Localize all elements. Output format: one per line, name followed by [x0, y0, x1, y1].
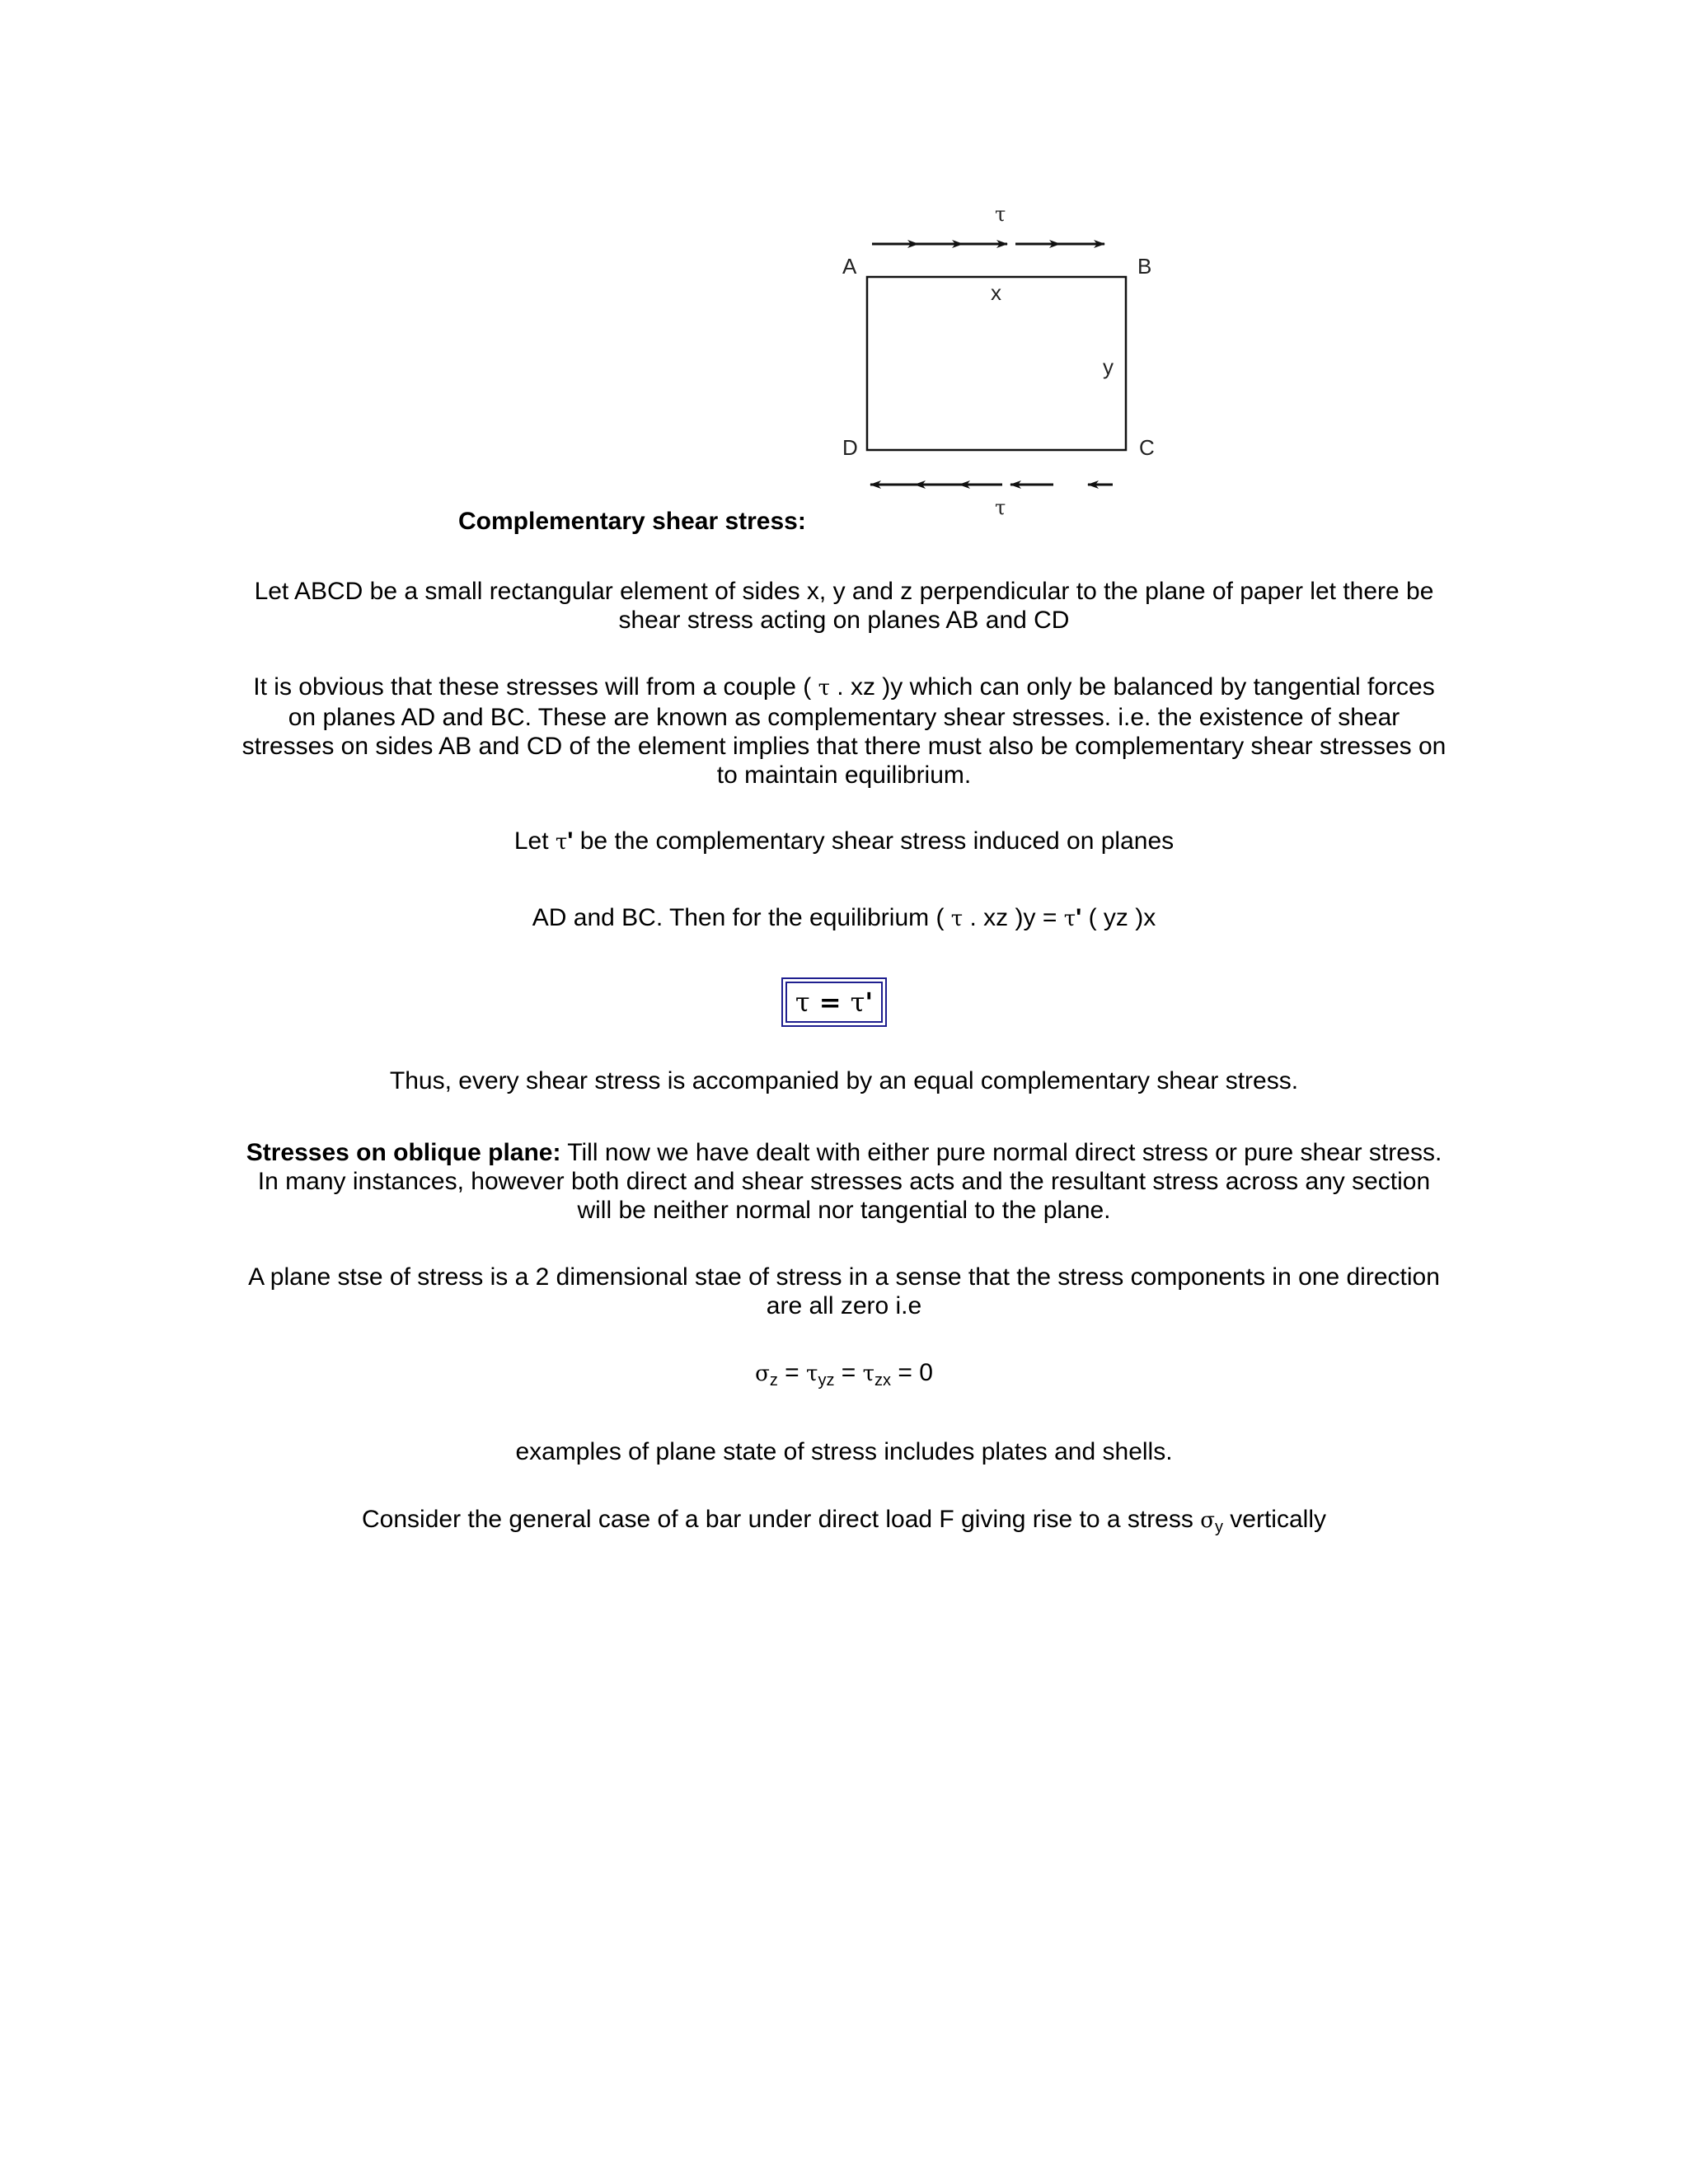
corner-label-a: A — [842, 254, 857, 279]
oblique-plane-text: Till now we have dealt with either pure normal direct stress or pure shear stress. In many instances, however both direct and shear stresses acts and the resultant stress across any section will be neither normal nor tangential to the plane. — [257, 1139, 1442, 1224]
eq-sign-3: = 0 — [891, 1359, 933, 1386]
tau-symbol: τ — [806, 1361, 818, 1386]
subscript-z: z — [769, 1371, 778, 1390]
corner-label-b: B — [1137, 254, 1152, 279]
equation-rhs: τ — [850, 987, 865, 1018]
oblique-plane-heading: Stresses on oblique plane: — [246, 1139, 561, 1166]
equation-equals: = — [809, 987, 851, 1018]
paragraph-tau-prime-definition — [239, 827, 1449, 857]
sigma-symbol: σ — [1200, 1508, 1215, 1533]
paragraph-bar-direct-load — [239, 1505, 1449, 1535]
p2-text-after: . xz )y which can only be balanced by tangential forces on planes AD and BC. These are known as complementary shear stresses. i.e. the existence of shear stresses on sides AB and CD of the element implies that there must also be complementary shear stresses on to maintain equilibrium. — [241, 673, 1447, 789]
paragraph-oblique-plane — [239, 1138, 1449, 1225]
shear-element-diagram — [832, 198, 1179, 527]
paragraph-plane-stress: A plane stse of stress is a 2 dimensional stae of stress in a sense that the stress components in one direction are all zero i.e — [248, 1263, 1440, 1319]
paragraph-plane-stress-examples: examples of plane state of stress includes plates and shells. — [515, 1438, 1173, 1465]
prime-mark: ' — [1076, 904, 1082, 931]
equation-lhs: τ — [795, 987, 810, 1018]
side-label-y: y — [1103, 354, 1114, 379]
p3-text-after: be the complementary shear stress induced on planes — [573, 827, 1175, 855]
paragraph-element-description: Let ABCD be a small rectangular element of sides x, y and z perpendicular to the plane of paper let there be shear stress acting on planes AB and CD — [254, 578, 1434, 634]
boxed-result-equation — [781, 977, 887, 1027]
equation-plane-stress-zero — [239, 1358, 1449, 1389]
paragraph-equilibrium-equation — [239, 903, 1449, 934]
tau-symbol: τ — [1063, 907, 1076, 931]
sigma-symbol: σ — [755, 1361, 770, 1386]
paragraph-couple-explanation — [239, 673, 1449, 790]
paragraph-conclusion: Thus, every shear stress is accompanied by an equal complementary shear stress. — [389, 1067, 1299, 1094]
tau-symbol: τ — [818, 676, 830, 701]
p4-text-before: AD and BC. Then for the equilibrium ( — [532, 904, 951, 931]
section-heading-complementary-shear: Complementary shear stress: — [458, 508, 806, 535]
eq-sign-1: = — [777, 1359, 807, 1386]
tau-symbol: τ — [555, 830, 568, 855]
p3-text-before: Let — [513, 827, 556, 855]
subscript-yz: yz — [818, 1371, 835, 1390]
p2-text-before: It is obvious that these stresses will from a couple ( — [253, 673, 818, 701]
p11-text-after: vertically — [1222, 1506, 1326, 1533]
corner-label-d: D — [842, 435, 858, 460]
figure-tau-top: τ — [995, 203, 1006, 226]
side-label-x: x — [991, 280, 1001, 305]
tau-symbol: τ — [950, 907, 964, 931]
prime-mark: ' — [865, 987, 874, 1018]
subscript-y: y — [1214, 1518, 1223, 1536]
eq-sign-2: = — [834, 1359, 863, 1386]
figure-tau-bottom: τ — [995, 496, 1006, 519]
subscript-zx: zx — [874, 1371, 892, 1390]
shear-element-figure — [832, 198, 1179, 527]
tau-symbol: τ — [862, 1361, 875, 1386]
p4-text-middle: . xz )y = — [963, 904, 1064, 931]
boxed-result-inner — [785, 982, 883, 1023]
corner-label-c: C — [1139, 435, 1155, 460]
p4-text-after: ( yz )x — [1081, 904, 1156, 931]
prime-mark: ' — [567, 827, 574, 855]
p11-text-before: Consider the general case of a bar under direct load F giving rise to a stress — [362, 1506, 1201, 1533]
